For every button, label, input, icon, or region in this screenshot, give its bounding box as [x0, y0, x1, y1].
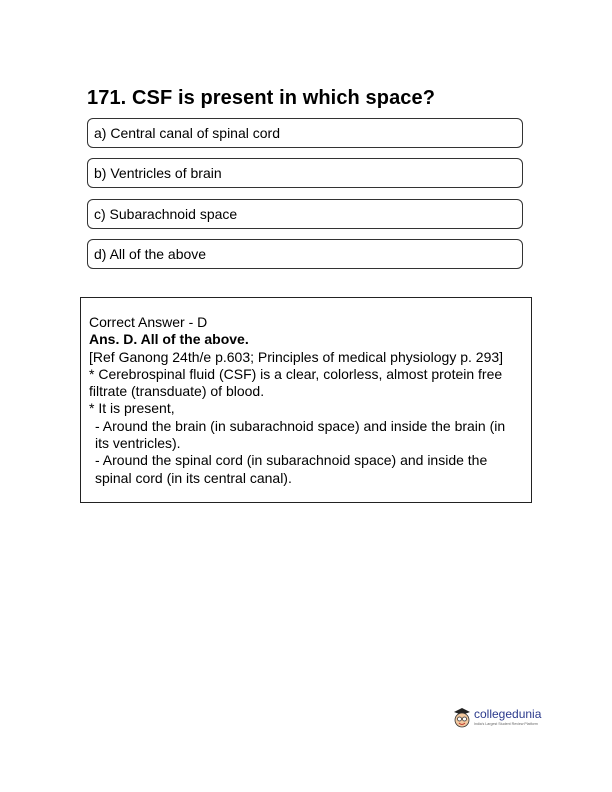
- logo-tagline: India's Largest Student Review Platform: [474, 722, 538, 726]
- mascot-graduate-icon: [452, 705, 472, 731]
- logo-name: collegedunia: [474, 707, 542, 721]
- explanation-line-2: * It is present,: [89, 400, 175, 417]
- answer-explanation-box: [80, 297, 532, 503]
- explanation-line-4: - Around the spinal cord (in subarachnoid space) and inside the spinal cord (in its central canal).: [95, 452, 488, 486]
- reference-line: [Ref Ganong 24th/e p.603; Principles of medical physiology p. 293]: [89, 348, 504, 365]
- explanation-line-3: - Around the brain (in subarachnoid space) and inside the brain (in its ventricles).: [95, 417, 506, 452]
- option-a[interactable]: a) Central canal of spinal cord: [87, 118, 523, 148]
- question-title: 171. CSF is present in which space?: [87, 87, 436, 109]
- collegedunia-logo: [452, 705, 552, 735]
- correct-answer-label: Correct Answer - D: [89, 314, 208, 330]
- option-d[interactable]: d) All of the above: [87, 239, 523, 269]
- option-c[interactable]: c) Subarachnoid space: [87, 199, 523, 229]
- option-b[interactable]: b) Ventricles of brain: [87, 158, 523, 188]
- answer-heading: Ans. D. All of the above.: [89, 331, 249, 348]
- explanation-line-1: * Cerebrospinal fluid (CSF) is a clear, colorless, almost protein free filtrate (transduate) of blood.: [89, 365, 503, 400]
